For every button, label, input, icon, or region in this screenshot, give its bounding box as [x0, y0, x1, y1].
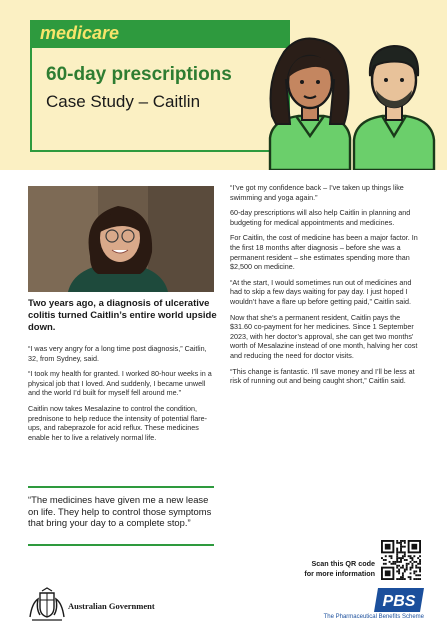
- coat-of-arms-icon: [28, 587, 66, 623]
- lede-paragraph: Two years ago, a diagnosis of ulcerative colitis turned Caitlin’s entire world upside down.: [28, 298, 217, 333]
- body-paragraph: For Caitlin, the cost of medicine has been a major factor. In the first 18 months after diagnosis – before she was a permanent resident – she estimates spending more than $2,500 on medicine.: [230, 233, 418, 272]
- qr-code-icon[interactable]: [381, 540, 421, 580]
- qr-caption: [290, 559, 375, 578]
- australian-government-wordmark: Australian Government: [68, 601, 155, 611]
- body-paragraph: “I’ve got my confidence back – I’ve taken up things like swimming and yoga again.”: [230, 183, 404, 202]
- right-column: [230, 183, 422, 392]
- body-paragraph: Caitlin now takes Mesalazine to control the condition, prednisone to help reduce the intensity of potential flare-ups, and rabeprazole for acid reflux. These medicines enable her to live a relatively normal life.: [28, 403, 208, 442]
- pull-quote: “The medicines have given me a new lease on life. They help to control those symptoms that bring your day to a complete stop.”: [28, 486, 214, 546]
- pbs-name: The Pharmaceutical Benefits Scheme: [323, 614, 424, 620]
- caitlin-photo: [28, 186, 214, 292]
- medicare-logo: medicare: [40, 23, 120, 43]
- medicare-brand-bar: [30, 20, 290, 48]
- pbs-logo-icon: [374, 588, 424, 612]
- page-title: 60-day prescriptions: [46, 64, 232, 85]
- body-paragraph: 60-day prescriptions will also help Caitlin in planning and budgeting for medical appointments and medicines.: [230, 208, 411, 227]
- body-paragraph: “I was very angry for a long time post diagnosis,” Caitlin, 32, from Sydney, said.: [28, 344, 207, 363]
- qr-caption-line1: Scan this QR code: [311, 559, 375, 568]
- page-subtitle: Case Study – Caitlin: [46, 92, 201, 111]
- body-paragraph: “This change is fantastic. I’ll save money and I’ll be less at risk of running out and being caught short,” Caitlin said.: [230, 366, 415, 386]
- left-column: [28, 344, 218, 448]
- illustrated-people-icon: [258, 20, 438, 170]
- pbs-logo-text: PBS: [382, 593, 416, 610]
- body-paragraph: Now that she’s a permanent resident, Caitlin pays the $31.60 co-payment for her medicines. Since 1 September 2023, with her doctor’s approval, she can get two months’ worth of Mesalazine instead of one month, halving her cost and reducing the need for doctor visits.: [230, 312, 418, 360]
- body-paragraph: “At the start, I would sometimes run out of medicines and had to skip a few days waiting for pay day. I just hoped I wouldn’t have a flare up before getting paid,” Caitlin said.: [230, 277, 412, 306]
- qr-caption-line2: for more information: [304, 568, 375, 578]
- title-box: [30, 48, 290, 152]
- body-paragraph: “I took my health for granted. I worked 80-hour weeks in a physical job that I loved. And suddenly, I became unwell and the world I’d built for myself fell around me.”: [28, 369, 212, 398]
- header-banner: [0, 0, 447, 170]
